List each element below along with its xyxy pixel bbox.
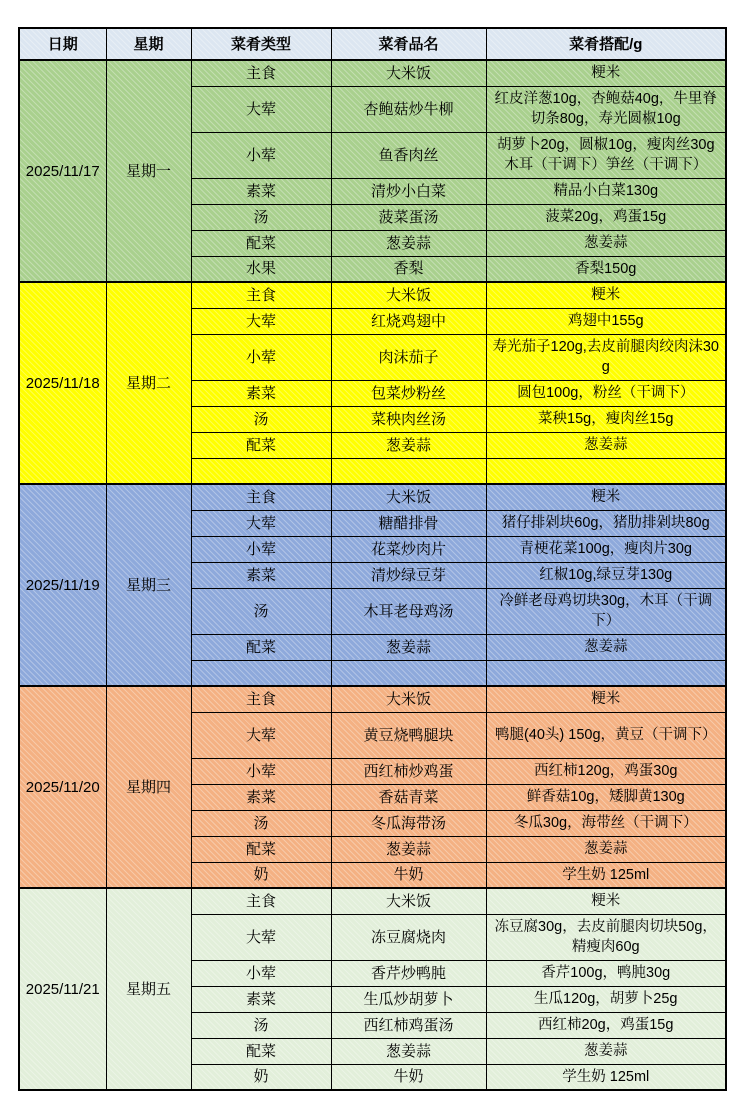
dish-ingredients-cell: [486, 660, 726, 686]
dish-ingredients-cell: 葱姜蒜: [486, 230, 726, 256]
dish-type-cell: 主食: [191, 484, 331, 510]
header-row: [19, 28, 726, 60]
menu-row: [19, 484, 726, 510]
weekday-cell: 星期三: [106, 484, 191, 686]
menu-row: [19, 686, 726, 712]
dish-type-cell: 主食: [191, 60, 331, 86]
dish-name-cell: 香梨: [331, 256, 486, 282]
dish-name-cell: 包菜炒粉丝: [331, 380, 486, 406]
dish-ingredients-cell: 生瓜120g，胡萝卜25g: [486, 986, 726, 1012]
dish-type-cell: 汤: [191, 406, 331, 432]
dish-ingredients-cell: 粳米: [486, 282, 726, 308]
menu-row: [19, 888, 726, 914]
dish-type-cell: 素菜: [191, 784, 331, 810]
date-cell: 2025/11/20: [19, 686, 106, 888]
dish-type-cell: 汤: [191, 204, 331, 230]
dish-name-cell: 肉沫茄子: [331, 334, 486, 380]
dish-ingredients-cell: [486, 458, 726, 484]
dish-ingredients-cell: 鲜香菇10g，矮脚黄130g: [486, 784, 726, 810]
dish-name-cell: 红烧鸡翅中: [331, 308, 486, 334]
dish-type-cell: 素菜: [191, 986, 331, 1012]
dish-ingredients-cell: 青梗花菜100g，瘦肉片30g: [486, 536, 726, 562]
dish-name-cell: 冬瓜海带汤: [331, 810, 486, 836]
dish-ingredients-cell: 葱姜蒜: [486, 432, 726, 458]
dish-ingredients-cell: 红皮洋葱10g，杏鲍菇40g，牛里脊切条80g，寿光圆椒10g: [486, 86, 726, 132]
dish-ingredients-cell: 胡萝卜20g，圆椒10g，瘦肉丝30g 木耳（干调下）笋丝（干调下）: [486, 132, 726, 178]
dish-ingredients-cell: 寿光茄子120g,去皮前腿肉绞肉沫30g: [486, 334, 726, 380]
dish-type-cell: [191, 660, 331, 686]
dish-name-cell: 香菇青菜: [331, 784, 486, 810]
dish-name-cell: 花菜炒肉片: [331, 536, 486, 562]
dish-type-cell: 大荤: [191, 914, 331, 960]
dish-type-cell: 素菜: [191, 380, 331, 406]
weekly-menu-table: [18, 27, 727, 1091]
dish-type-cell: 配菜: [191, 1038, 331, 1064]
dish-name-cell: 木耳老母鸡汤: [331, 588, 486, 634]
dish-name-cell: 冻豆腐烧肉: [331, 914, 486, 960]
dish-ingredients-cell: 冻豆腐30g，去皮前腿肉切块50g，精瘦肉60g: [486, 914, 726, 960]
dish-ingredients-cell: 葱姜蒜: [486, 836, 726, 862]
dish-name-cell: 鱼香肉丝: [331, 132, 486, 178]
dish-name-cell: [331, 458, 486, 484]
dish-name-cell: 大米饭: [331, 686, 486, 712]
menu-row: [19, 282, 726, 308]
dish-ingredients-cell: 学生奶 125ml: [486, 1064, 726, 1090]
dish-name-cell: 大米饭: [331, 888, 486, 914]
menu-table-body: [19, 60, 726, 1090]
dish-ingredients-cell: 精品小白菜130g: [486, 178, 726, 204]
header-dish-type: 菜肴类型: [191, 28, 331, 60]
dish-name-cell: 大米饭: [331, 484, 486, 510]
dish-name-cell: 香芹炒鸭肫: [331, 960, 486, 986]
dish-name-cell: 葱姜蒜: [331, 836, 486, 862]
dish-type-cell: 大荤: [191, 712, 331, 758]
dish-name-cell: 菜秧肉丝汤: [331, 406, 486, 432]
dish-ingredients-cell: 粳米: [486, 60, 726, 86]
dish-name-cell: 葱姜蒜: [331, 432, 486, 458]
dish-ingredients-cell: 西红柿20g，鸡蛋15g: [486, 1012, 726, 1038]
dish-ingredients-cell: 冬瓜30g，海带丝（干调下）: [486, 810, 726, 836]
dish-type-cell: 小荤: [191, 758, 331, 784]
date-cell: 2025/11/18: [19, 282, 106, 484]
dish-ingredients-cell: 圆包100g，粉丝（干调下）: [486, 380, 726, 406]
dish-type-cell: 奶: [191, 1064, 331, 1090]
dish-type-cell: 汤: [191, 588, 331, 634]
dish-name-cell: 葱姜蒜: [331, 1038, 486, 1064]
dish-type-cell: 大荤: [191, 308, 331, 334]
dish-ingredients-cell: 红椒10g,绿豆芽130g: [486, 562, 726, 588]
dish-type-cell: 汤: [191, 810, 331, 836]
dish-ingredients-cell: 菠菜20g，鸡蛋15g: [486, 204, 726, 230]
menu-row: [19, 60, 726, 86]
dish-ingredients-cell: 猪仔排剁块60g，猪肋排剁块80g: [486, 510, 726, 536]
dish-type-cell: 配菜: [191, 432, 331, 458]
weekday-cell: 星期五: [106, 888, 191, 1090]
dish-ingredients-cell: 香芹100g，鸭肫30g: [486, 960, 726, 986]
dish-name-cell: 西红柿鸡蛋汤: [331, 1012, 486, 1038]
dish-type-cell: 奶: [191, 862, 331, 888]
dish-ingredients-cell: 鸡翅中155g: [486, 308, 726, 334]
dish-type-cell: 配菜: [191, 230, 331, 256]
dish-ingredients-cell: 菜秧15g，瘦肉丝15g: [486, 406, 726, 432]
dish-name-cell: 葱姜蒜: [331, 634, 486, 660]
header-date: 日期: [19, 28, 106, 60]
dish-type-cell: 素菜: [191, 178, 331, 204]
dish-name-cell: 生瓜炒胡萝卜: [331, 986, 486, 1012]
weekday-cell: 星期一: [106, 60, 191, 282]
dish-name-cell: 黄豆烧鸭腿块: [331, 712, 486, 758]
date-cell: 2025/11/17: [19, 60, 106, 282]
dish-name-cell: 大米饭: [331, 282, 486, 308]
dish-name-cell: 菠菜蛋汤: [331, 204, 486, 230]
dish-ingredients-cell: 学生奶 125ml: [486, 862, 726, 888]
dish-ingredients-cell: 葱姜蒜: [486, 1038, 726, 1064]
dish-name-cell: 牛奶: [331, 862, 486, 888]
dish-ingredients-cell: 粳米: [486, 686, 726, 712]
header-weekday: 星期: [106, 28, 191, 60]
dish-ingredients-cell: 鸭腿(40头) 150g，黄豆（干调下）: [486, 712, 726, 758]
dish-type-cell: 配菜: [191, 836, 331, 862]
dish-name-cell: 牛奶: [331, 1064, 486, 1090]
header-ingredients: 菜肴搭配/g: [486, 28, 726, 60]
dish-ingredients-cell: 粳米: [486, 484, 726, 510]
dish-type-cell: 小荤: [191, 132, 331, 178]
dish-type-cell: 配菜: [191, 634, 331, 660]
dish-type-cell: 主食: [191, 282, 331, 308]
table-header: [19, 28, 726, 60]
dish-type-cell: 汤: [191, 1012, 331, 1038]
dish-type-cell: [191, 458, 331, 484]
header-dish-name: 菜肴品名: [331, 28, 486, 60]
date-cell: 2025/11/19: [19, 484, 106, 686]
dish-name-cell: 清炒小白菜: [331, 178, 486, 204]
date-cell: 2025/11/21: [19, 888, 106, 1090]
dish-name-cell: 葱姜蒜: [331, 230, 486, 256]
dish-type-cell: 主食: [191, 686, 331, 712]
dish-name-cell: 糖醋排骨: [331, 510, 486, 536]
dish-ingredients-cell: 葱姜蒜: [486, 634, 726, 660]
dish-type-cell: 大荤: [191, 510, 331, 536]
dish-name-cell: 清炒绿豆芽: [331, 562, 486, 588]
dish-type-cell: 小荤: [191, 536, 331, 562]
dish-ingredients-cell: 香梨150g: [486, 256, 726, 282]
dish-name-cell: 西红柿炒鸡蛋: [331, 758, 486, 784]
dish-ingredients-cell: 冷鲜老母鸡切块30g，木耳（干调下）: [486, 588, 726, 634]
dish-type-cell: 大荤: [191, 86, 331, 132]
dish-type-cell: 主食: [191, 888, 331, 914]
dish-name-cell: 大米饭: [331, 60, 486, 86]
weekday-cell: 星期四: [106, 686, 191, 888]
dish-type-cell: 水果: [191, 256, 331, 282]
dish-type-cell: 小荤: [191, 960, 331, 986]
weekday-cell: 星期二: [106, 282, 191, 484]
dish-name-cell: 杏鲍菇炒牛柳: [331, 86, 486, 132]
dish-type-cell: 小荤: [191, 334, 331, 380]
dish-name-cell: [331, 660, 486, 686]
dish-ingredients-cell: 西红柿120g，鸡蛋30g: [486, 758, 726, 784]
dish-ingredients-cell: 粳米: [486, 888, 726, 914]
dish-type-cell: 素菜: [191, 562, 331, 588]
